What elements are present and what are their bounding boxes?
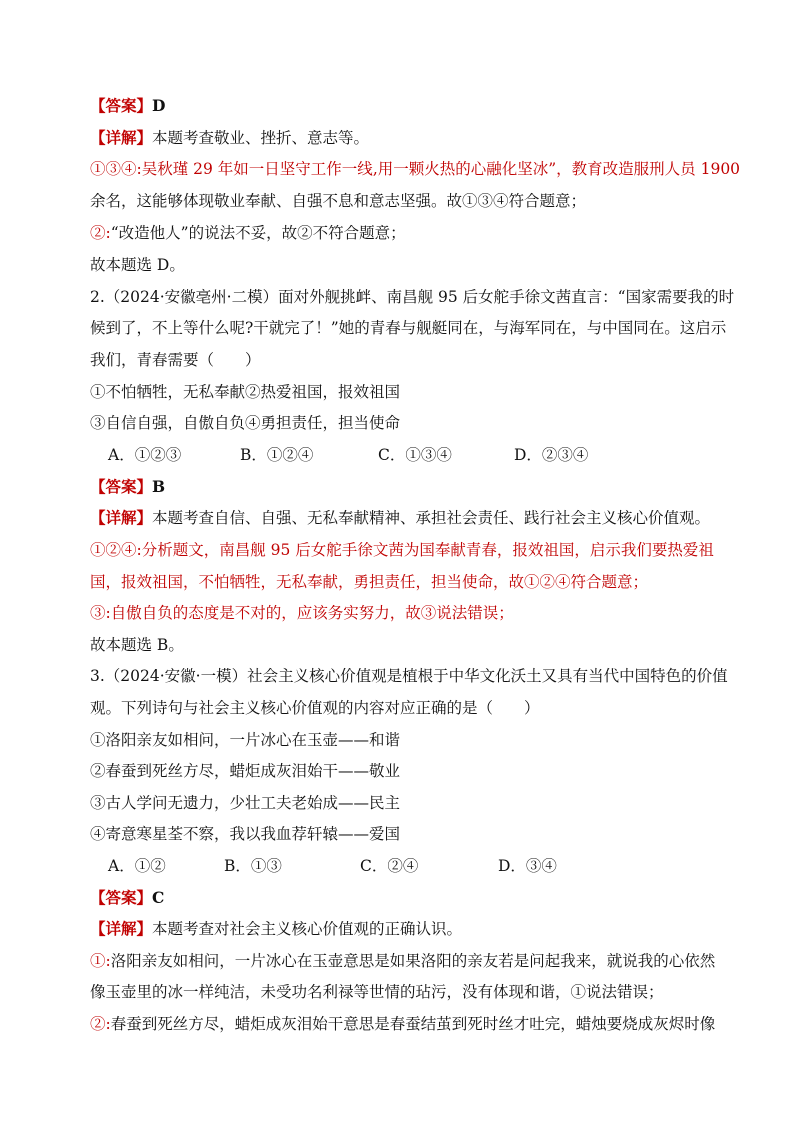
q3-stem-l1: 3.（2024·安徽·一模）社会主义核心价值观是植根于中华文化沃土又具有当代中国特色的价值 [90, 667, 728, 685]
q1-e1-l1: 吴秋瑾 29 年如一日坚守工作一线,用一颗火热的心融化坚冰”，教育改造服刑人员 1900 [141, 160, 741, 178]
q2-options [108, 445, 588, 465]
q1-detail: 本题考查敬业、挫折、意志等。 [152, 129, 370, 147]
q2-stem-l1: 2.（2024·安徽亳州·二模）面对外舰挑衅、南昌舰 95 后女舵手徐文茜直言：“国家需要我的时 [90, 288, 735, 306]
q3-item-4: ④寄意寒星荃不察，我以我血荐轩辕——爱国 [90, 825, 401, 843]
answer-label: 【答案】 [90, 96, 153, 115]
q2-e1-tag: ①②④: [90, 541, 142, 559]
q2-items-l1: ①不怕牺牲，无私奉献②热爱祖国，报效祖国 [90, 383, 401, 401]
q3-e2-tag: ②: [90, 1015, 111, 1033]
q3-options [108, 856, 557, 876]
q3-detail: 本题考查对社会主义核心价值观的正确认识。 [152, 920, 463, 938]
q2-e2-text: 自傲自负的态度是不对的，应该务实努力，故③说法错误； [110, 604, 514, 622]
q3-detail-line [90, 919, 462, 939]
q3-option-b: B．①③ [224, 857, 282, 875]
q2-option-a: A．①②③ [108, 446, 182, 464]
q2-option-c: C．①③④ [378, 446, 452, 464]
q3-explanation-2 [90, 1014, 715, 1034]
q3-option-a: A．①② [108, 857, 166, 875]
q3-stem-l2: 观。下列诗句与社会主义核心价值观的内容对应正确的是（ ） [90, 699, 540, 717]
q3-explanation-1 [90, 951, 715, 971]
q1-conclusion: 故本题选 D。 [90, 256, 185, 274]
q1-answer-line [90, 96, 165, 116]
q2-stem-l2: 候到了，不上等什么呢?干就完了！”她的青春与舰艇同在，与海军同在，与中国同在。这启示 [90, 319, 727, 337]
q3-e1-tag: ①: [90, 952, 111, 970]
q1-e1-l2: 余名，这能够体现敬业奉献、自强不息和意志坚强。故①③④符合题意； [90, 192, 587, 210]
q1-detail-line [90, 128, 369, 148]
q2-option-b: B．①②④ [240, 446, 314, 464]
q2-explanation-1 [90, 540, 714, 560]
q3-item-3: ③古人学问无遗力，少壮工夫老始成——民主 [90, 794, 401, 812]
q1-explanation-1 [90, 159, 740, 179]
q2-answer: B [152, 477, 166, 496]
q3-answer: C [152, 888, 165, 907]
q2-e2-tag: ③: [90, 604, 111, 622]
q3-explanation-1-cont: 像玉壶里的冰一样纯洁，未受功名利禄等世情的玷污，没有体现和谐，①说法错误； [90, 983, 664, 1001]
q3-e1-l1: 洛阳亲友如相问，一片冰心在玉壶意思是如果洛阳的亲友若是问起我来，就说我的心依然 [110, 952, 716, 970]
q2-explanation-2 [90, 603, 514, 623]
q1-answer: D [152, 96, 166, 115]
detail-label: 【详解】 [90, 128, 153, 147]
q2-detail: 本题考查自信、自强、无私奉献精神、承担社会责任、践行社会主义核心价值观。 [152, 509, 711, 527]
answer-label: 【答案】 [90, 888, 153, 907]
q2-answer-line [90, 477, 165, 497]
q2-e1-l1: 分析题文，南昌舰 95 后女舵手徐文茜为国奉献青春，报效祖国，启示我们要热爱祖 [141, 541, 714, 559]
q3-option-c: C．②④ [360, 857, 419, 875]
q2-explanation-1-cont: 国，报效祖国，不怕牺牲，无私奉献，勇担责任，担当使命，故①②④符合题意； [90, 573, 649, 591]
q1-explanation-1-cont [90, 191, 586, 211]
answer-label: 【答案】 [90, 477, 153, 496]
detail-label: 【详解】 [90, 508, 153, 527]
q1-e2-text: “改造他人”的说法不妥，故②不符合题意； [110, 224, 406, 242]
q2-items-l2: ③自信自强，自傲自负④勇担责任，担当使命 [90, 414, 401, 432]
q3-e2-l1: 春蚕到死丝方尽，蜡炬成灰泪始干意思是春蚕结茧到死时丝才吐完，蜡烛要烧成灰烬时像 [110, 1015, 716, 1033]
q2-stem-l3: 我们，青春需要（ ） [90, 351, 261, 369]
detail-label: 【详解】 [90, 919, 153, 938]
q2-conclusion: 故本题选 B。 [90, 636, 184, 654]
q3-item-2: ②春蚕到死丝方尽，蜡炬成灰泪始干——敬业 [90, 762, 401, 780]
q2-detail-line [90, 508, 710, 528]
q3-answer-line [90, 888, 164, 908]
q3-item-1: ①洛阳亲友如相问，一片冰心在玉壶——和谐 [90, 731, 401, 749]
q1-e2-tag: ②: [90, 224, 111, 242]
q3-option-d: D．③④ [498, 857, 557, 875]
q1-e1-tag: ①③④: [90, 160, 142, 178]
q1-explanation-2 [90, 223, 406, 243]
q2-option-d: D．②③④ [514, 446, 589, 464]
